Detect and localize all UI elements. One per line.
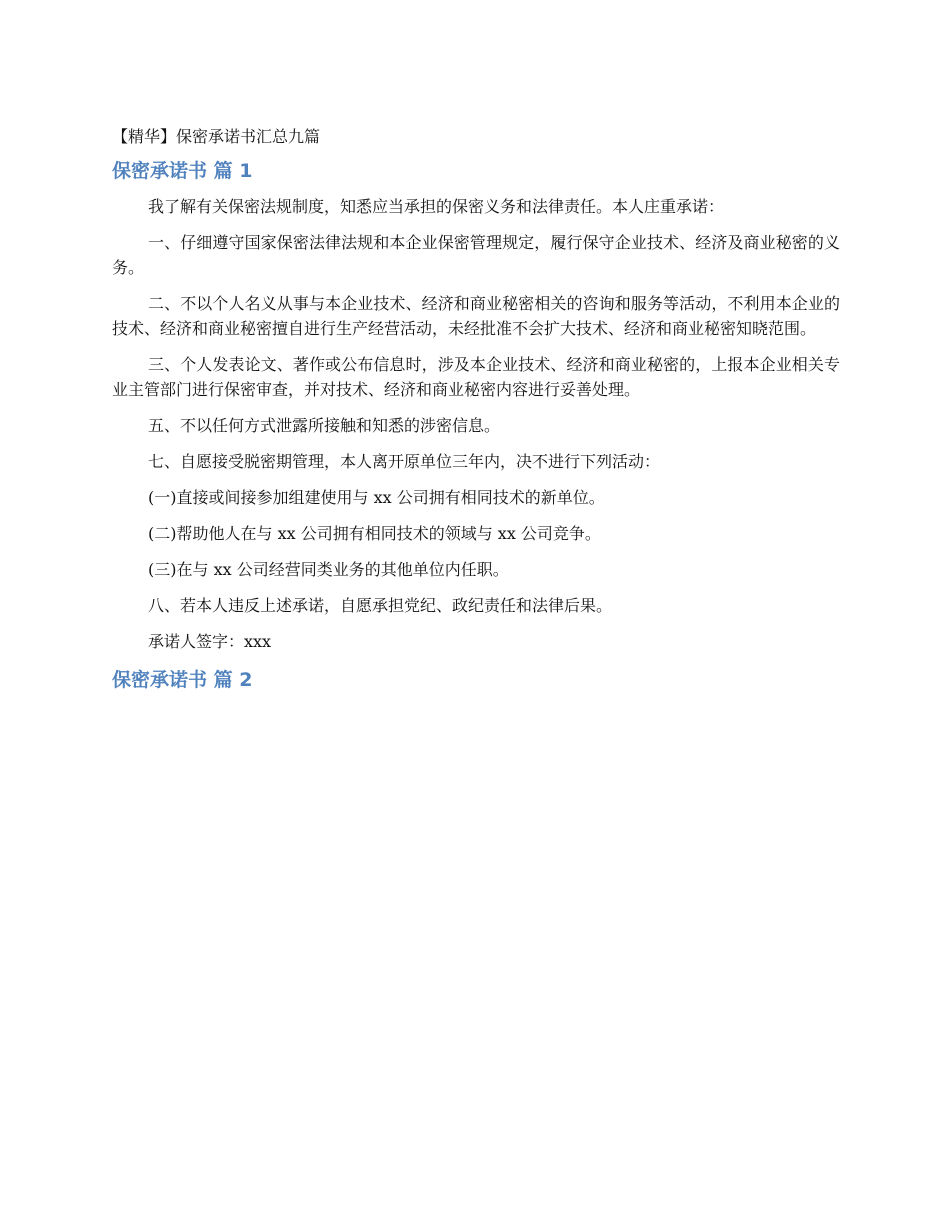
section-heading-1: 保密承诺书 篇 1 [112,160,253,182]
paragraph-5: 五、不以任何方式泄露所接触和知悉的涉密信息。 [148,416,501,435]
section-heading-2: 保密承诺书 篇 2 [112,669,253,691]
paragraph-6: 七、自愿接受脱密期管理，本人离开原单位三年内，决不进行下列活动： [148,452,661,471]
paragraph-2: 一、仔细遵守国家保密法律法规和本企业保密管理规定，履行保守企业技术、经济及商业秘密的义务。 [112,233,840,277]
signature-line: 承诺人签字：xxx [148,632,272,651]
document-body [112,124,840,703]
paragraph-8: (二)帮助他人在与 xx 公司拥有相同技术的领域与 xx 公司竞争。 [148,524,601,543]
paragraph-10: 八、若本人违反上述承诺，自愿承担党纪、政纪责任和法律后果。 [148,596,613,615]
paragraph-7: (一)直接或间接参加组建使用与 xx 公司拥有相同技术的新单位。 [148,488,605,507]
paragraph-3: 二、不以个人名义从事与本企业技术、经济和商业秘密相关的咨询和服务等活动，不利用本企业的技术、经济和商业秘密擅自进行生产经营活动，未经批准不会扩大技术、经济和商业秘密知晓范围。 [112,294,840,338]
paragraph-9: (三)在与 xx 公司经营同类业务的其他单位内任职。 [148,560,509,579]
paragraph-4: 三、个人发表论文、著作或公布信息时，涉及本企业技术、经济和商业秘密的，上报本企业相关专业主管部门进行保密审查，并对技术、经济和商业秘密内容进行妥善处理。 [112,355,840,399]
paragraph-1: 我了解有关保密法规制度，知悉应当承担的保密义务和法律责任。本人庄重承诺： [148,197,725,216]
document-title: 【精华】保密承诺书汇总九篇 [112,127,321,146]
